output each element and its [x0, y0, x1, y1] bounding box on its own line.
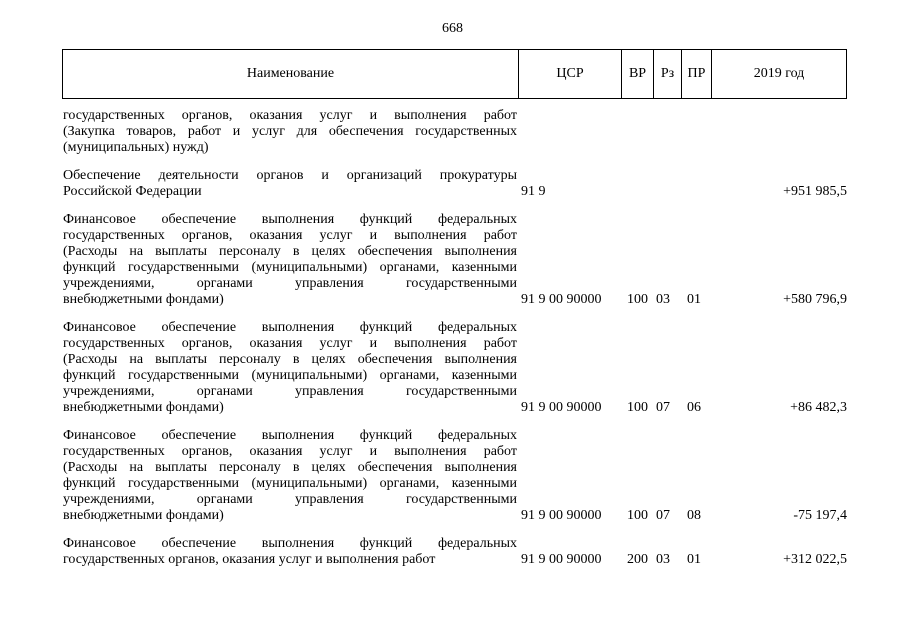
row-name-line: учреждениями, органами управления государственными: [63, 384, 517, 399]
row-name-line: Российской Федерации: [63, 184, 202, 199]
row-name-line: внебюджетными фондами): [63, 292, 224, 307]
row-name: [63, 428, 517, 524]
row-cells: [521, 184, 847, 200]
row-rz: 07: [656, 400, 670, 415]
row-name-line: Обеспечение деятельности органов и организаций прокуратуры: [63, 168, 517, 183]
row-pr: 01: [687, 292, 701, 307]
row-name-line: (Расходы на выплаты персоналу в целях обеспечения выполнения: [63, 460, 517, 475]
row-name-line: функций государственными (муниципальными) органами, казенными: [63, 368, 517, 383]
table-row: [63, 536, 847, 568]
row-name: [63, 536, 517, 568]
row-pr: 01: [687, 552, 701, 567]
row-name-line: государственных органов, оказания услуг и выполнения работ: [63, 228, 517, 243]
row-name-line: (муниципальных) нужд): [63, 140, 209, 155]
table-row: [63, 320, 847, 416]
row-name: [63, 320, 517, 416]
table-body: [63, 108, 847, 580]
row-name-line: учреждениями, органами управления государственными: [63, 492, 517, 507]
row-rz: 03: [656, 292, 670, 307]
table-header: [62, 49, 847, 99]
row-name-line: Финансовое обеспечение выполнения функций федеральных: [63, 212, 517, 227]
row-rz: 07: [656, 508, 670, 523]
row-cells: [521, 140, 847, 156]
row-csr: 91 9 00 90000: [521, 400, 602, 415]
table-row: [63, 108, 847, 156]
row-vr: 200: [627, 552, 648, 567]
table-row: [63, 212, 847, 308]
row-rz: 03: [656, 552, 670, 567]
header-name: Наименование: [63, 50, 519, 98]
row-cells: [521, 292, 847, 308]
row-pr: 06: [687, 400, 701, 415]
row-name-line: (Расходы на выплаты персоналу в целях обеспечения выполнения: [63, 352, 517, 367]
row-name-line: (Закупка товаров, работ и услуг для обеспечения государственных: [63, 124, 517, 139]
row-name-line: внебюджетными фондами): [63, 400, 224, 415]
table-row: [63, 428, 847, 524]
row-name-line: функций государственными (муниципальными) органами, казенными: [63, 260, 517, 275]
row-cells: [521, 508, 847, 524]
row-cells: [521, 552, 847, 568]
row-vr: 100: [627, 400, 648, 415]
row-name-line: Финансовое обеспечение выполнения функций федеральных: [63, 428, 517, 443]
row-vr: 100: [627, 292, 648, 307]
row-name-line: государственных органов, оказания услуг и выполнения работ: [63, 444, 517, 459]
row-name-line: внебюджетными фондами): [63, 508, 224, 523]
row-name-line: (Расходы на выплаты персоналу в целях обеспечения выполнения: [63, 244, 517, 259]
header-year: 2019 год: [753, 66, 805, 81]
row-value: +86 482,3: [790, 400, 847, 415]
row-cells: [521, 400, 847, 416]
header-pr: ПР: [682, 50, 712, 98]
row-name-line: государственных органов, оказания услуг и выполнения работ: [63, 552, 436, 567]
row-name: [63, 168, 517, 200]
row-name-line: Финансовое обеспечение выполнения функций федеральных: [63, 536, 517, 551]
row-csr: 91 9 00 90000: [521, 292, 602, 307]
row-value: -75 197,4: [793, 508, 847, 523]
row-name: [63, 212, 517, 308]
row-name-line: учреждениями, органами управления государственными: [63, 276, 517, 291]
row-value: +580 796,9: [783, 292, 847, 307]
header-csr: ЦСР: [519, 50, 622, 98]
row-pr: 08: [687, 508, 701, 523]
row-csr: 91 9: [521, 184, 546, 199]
row-value: +312 022,5: [783, 552, 847, 567]
row-vr: 100: [627, 508, 648, 523]
header-vr: ВР: [622, 50, 654, 98]
row-csr: 91 9 00 90000: [521, 552, 602, 567]
row-name-line: государственных органов, оказания услуг и выполнения работ: [63, 108, 517, 123]
row-name-line: функций государственными (муниципальными) органами, казенными: [63, 476, 517, 491]
page-number: 668: [442, 21, 463, 36]
row-name: [63, 108, 517, 156]
row-value: +951 985,5: [783, 184, 847, 199]
row-name-line: государственных органов, оказания услуг и выполнения работ: [63, 336, 517, 351]
row-csr: 91 9 00 90000: [521, 508, 602, 523]
header-rz: Рз: [654, 50, 682, 98]
row-name-line: Финансовое обеспечение выполнения функций федеральных: [63, 320, 517, 335]
table-row: [63, 168, 847, 200]
